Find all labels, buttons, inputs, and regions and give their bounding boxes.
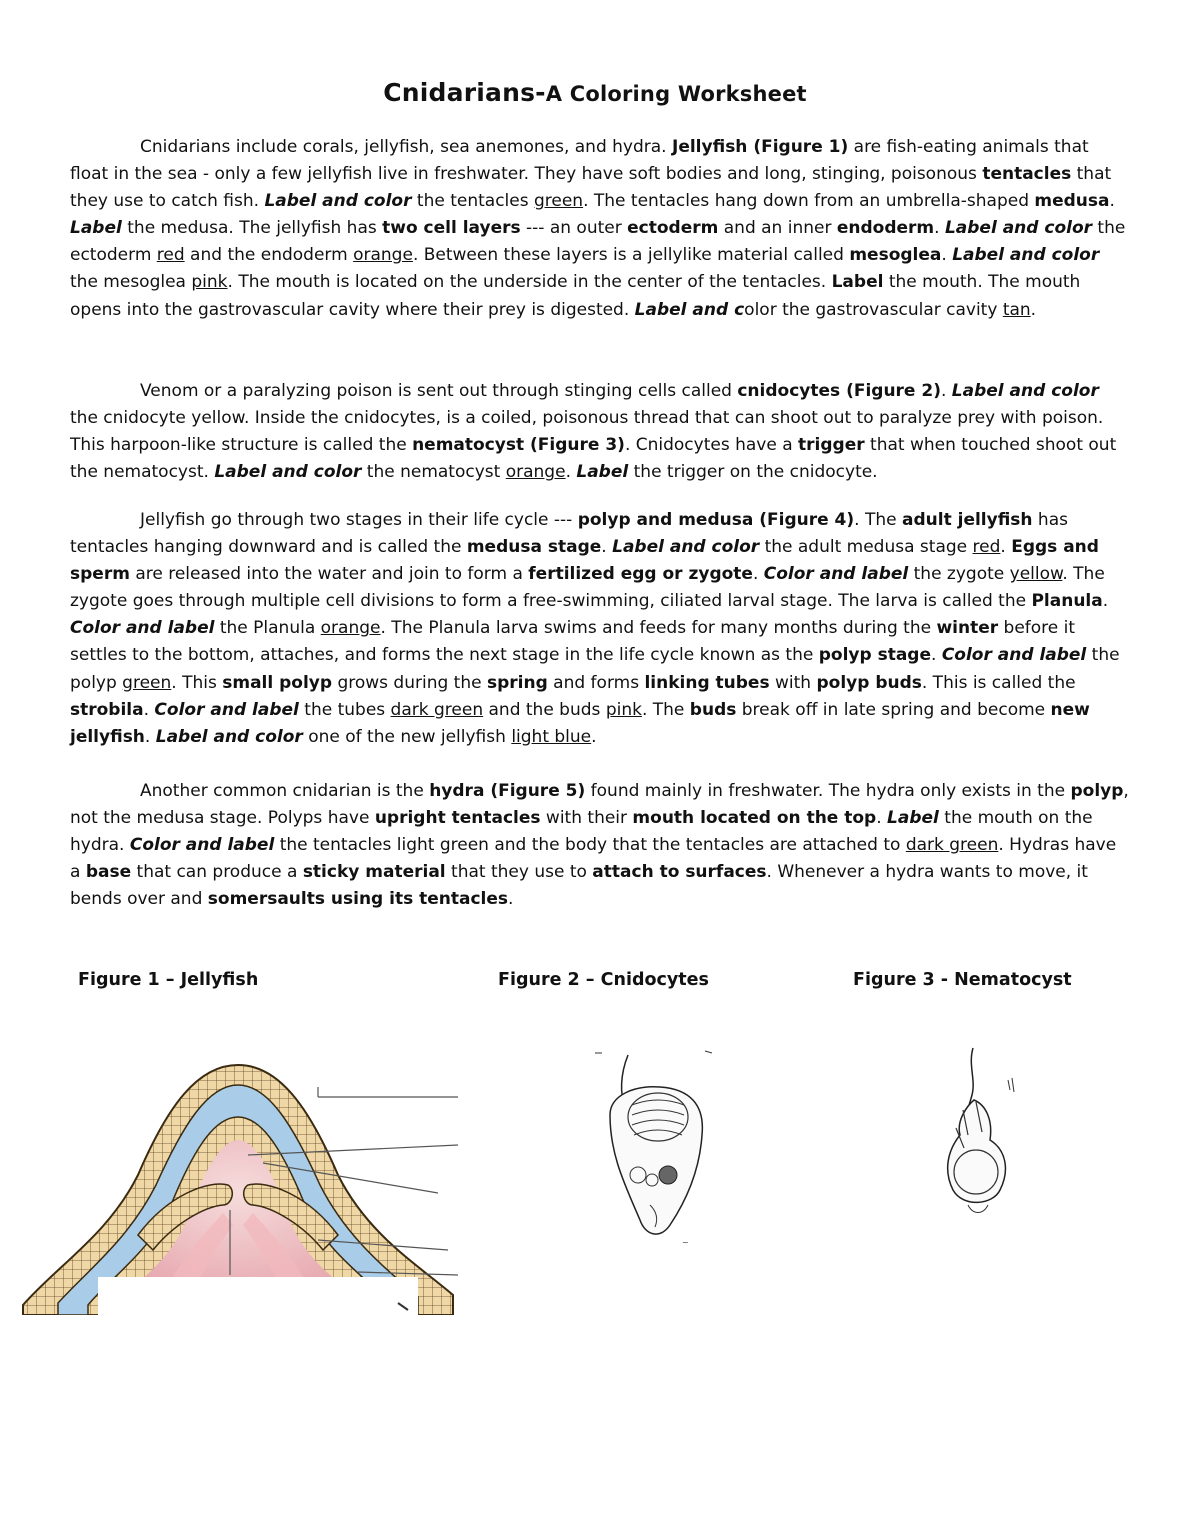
emphasized-text: Label and color [612,537,760,558]
paragraph-text: and an inner [718,218,837,239]
paragraph-text: Another common cnidarian is the [140,781,430,801]
paragraph-text: . [144,726,156,747]
paragraph-text: the nematocyst [361,462,506,483]
figure-1-caption: Figure 1 – Jellyfish [78,970,259,990]
paragraph-text: found mainly in freshwater. The hydra only exists in the [585,781,1071,801]
emphasized-text: attach to surfaces [592,862,767,883]
figure-2-caption: Figure 2 – Cnidocytes [498,970,709,990]
paragraph-text: the tentacles [411,191,534,212]
paragraph-text: that they use to [445,862,593,883]
emphasized-text: Label and c [634,299,745,320]
paragraph-text: , not the medusa stage. Polyps have [70,781,1129,829]
underlined-color-word: orange [320,618,381,639]
emphasized-text: Jellyfish (Figure 1) [672,137,849,157]
emphasized-text: tentacles [982,164,1072,185]
emphasized-text: cnidocytes (Figure 2) [737,381,941,401]
nematocyst-diagram [938,1040,1048,1240]
emphasized-text: polyp [1070,781,1124,801]
underlined-color-word: pink [191,272,228,293]
paragraph-text: . The tentacles hang down from an umbrella-shaped [583,191,1035,212]
paragraph-text: before it settles to the bottom, attaches, and forms the next stage in the life cycle known as the [70,618,1076,666]
paragraph-text: has tentacles hanging downward and is called the [70,510,1068,558]
emphasized-text: mouth located on the top [632,808,877,829]
underlined-color-word: dark green [905,835,999,856]
paragraph-text: . This is called the [921,672,1076,693]
emphasized-text: medusa [1034,191,1110,212]
emphasized-text: polyp and medusa (Figure 4) [577,510,855,530]
svg-text:~: ~ [682,1238,689,1247]
paragraph-cnidocytes [70,378,1130,486]
emphasized-text: Label [887,808,939,829]
paragraph-text: . The [854,510,902,530]
paragraph-text: olor the gastrovascular cavity [744,299,1003,320]
emphasized-text: Color and label [763,564,909,585]
underlined-color-word: red [156,245,185,266]
paragraph-text: . [565,462,577,483]
paragraph-text: and forms [547,672,645,693]
paragraph-life-cycle [70,507,1130,751]
paragraph-text: and the endoderm [184,245,354,266]
paragraph-text: . [508,889,514,910]
emphasized-text: Color and label [154,699,299,720]
emphasized-text: Eggs and sperm [70,537,1099,585]
paragraph-text: the adult medusa stage [759,537,973,558]
paragraph-text: . [940,381,952,401]
emphasized-text: sticky material [302,862,446,883]
emphasized-text: ectoderm [627,218,719,239]
paragraph-jellyfish [70,134,1130,324]
paragraph-text: that can produce a [131,862,303,883]
paragraph-text: . [876,808,888,829]
emphasized-text: Label and color [944,218,1093,239]
paragraph-text: . The zygote goes through multiple cell divisions to form a free-swimming, ciliated larval stage. The larva is called the [70,564,1105,612]
emphasized-text: Label [576,462,629,483]
emphasized-text: upright tentacles [374,808,541,829]
emphasized-text: Label and color [155,726,303,747]
cnidocyte-diagram [590,1045,730,1255]
emphasized-text: spring [486,672,548,693]
underlined-color-word: light blue [511,726,592,747]
title-main: Cnidarians- [383,78,546,107]
emphasized-text: polyp buds [816,672,922,693]
paragraph-text: . Cnidocytes have a [624,435,799,456]
paragraph-text: are released into the water and join to form a [129,564,529,585]
underlined-color-word: orange [353,245,413,266]
underlined-color-word: orange [505,462,566,483]
emphasized-text: Color and label [129,835,275,856]
paragraph-text: . [1000,537,1012,558]
paragraph-text: . [941,245,953,266]
paragraph-hydra [70,778,1130,913]
paragraph-text: and the buds [483,699,606,720]
paragraph-text: . [601,537,613,558]
paragraph-text: the medusa. The jellyfish has [121,218,383,239]
emphasized-text: Label and color [264,191,412,212]
paragraph-text: are fish-eating animals that float in the sea - only a few jellyfish live in freshwater. They have soft bodies and long, stinging, poisonous [70,137,1089,185]
paragraph-text: break off in late spring and become [736,699,1051,720]
emphasized-text: new jellyfish [70,699,1090,747]
paragraph-text: grows during the [332,672,487,693]
emphasized-text: Color and label [941,645,1087,666]
paragraph-text: . The [641,699,690,720]
paragraph-text: the tentacles light green and the body that the tentacles are attached to [274,835,906,856]
paragraph-text: . The Planula larva swims and feeds for many months during the [380,618,937,639]
emphasized-text: fertilized egg or zygote [528,564,753,585]
underlined-color-word: green [122,672,172,693]
paragraph-text: the mesoglea [70,272,192,293]
emphasized-text: nematocyst (Figure 3) [412,435,625,456]
paragraph-text: . Between these layers is a jellylike material called [412,245,850,266]
paragraph-text: that when touched shoot out the nematocyst. [70,435,1117,483]
paragraph-text: Cnidarians include corals, jellyfish, sea anemones, and hydra. [140,137,672,157]
emphasized-text: endoderm [836,218,935,239]
paragraph-text: with their [540,808,633,829]
paragraph-text: the mouth. The mouth opens into the gastrovascular cavity where their prey is digested. [70,272,1081,320]
emphasized-text: buds [689,699,737,720]
paragraph-text: the Planula [214,618,321,639]
emphasized-text: Label and color [952,245,1100,266]
emphasized-text: base [85,862,132,883]
paragraph-text: . Whenever a hydra wants to move, it bends over and [70,862,1088,910]
emphasized-text: strobila [70,699,144,720]
paragraph-text: . [752,564,764,585]
emphasized-text: adult jellyfish [902,510,1033,530]
emphasized-text: Label [70,218,122,239]
emphasized-text: small polyp [222,672,333,693]
emphasized-text: medusa stage [466,537,602,558]
emphasized-text: Label [831,272,884,293]
paragraph-text: . [1030,299,1037,320]
paragraph-text: . [931,645,942,666]
underlined-color-word: green [533,191,584,212]
paragraph-text: . Hydras have a [70,835,1117,883]
title-sub: A Coloring Worksheet [545,82,807,106]
emphasized-text: polyp stage [818,645,931,666]
paragraph-text: . This [171,672,223,693]
emphasized-text: trigger [798,435,865,456]
emphasized-text: mesoglea [849,245,942,266]
emphasized-text: Label and color [214,462,362,483]
paragraph-text: the mouth on the hydra. [70,808,1093,856]
paragraph-text: . [934,218,945,239]
page-title [0,78,1190,107]
paragraph-text: the ectoderm [70,218,1126,266]
underlined-color-word: dark green [390,699,484,720]
paragraph-text: Venom or a paralyzing poison is sent out through stinging cells called [140,381,738,401]
figure-3-caption: Figure 3 - Nematocyst [853,970,1072,990]
emphasized-text: winter [936,618,999,639]
paragraph-text: one of the new jellyfish [302,726,512,747]
paragraph-text: that they use to catch fish. [70,164,1112,212]
jellyfish-diagram [18,1035,458,1315]
emphasized-text: linking tubes [644,672,770,693]
paragraph-text: the polyp [70,645,1120,693]
underlined-color-word: tan [1002,299,1031,320]
paragraph-text: . [1102,591,1109,612]
paragraph-text: the tubes [298,699,391,720]
underlined-color-word: red [972,537,1001,558]
paragraph-text: the trigger on the cnidocyte. [628,462,878,483]
emphasized-text: two cell layers [382,218,521,239]
paragraph-text: the cnidocyte yellow. Inside the cnidocytes, is a coiled, poisonous thread that can shoot out to paralyze prey with poison. This harpoon-like structure is called the [70,408,1104,456]
underlined-color-word: pink [605,699,642,720]
emphasized-text: Planula [1031,591,1103,612]
emphasized-text: Label and color [951,381,1099,401]
paragraph-text: . [591,726,597,747]
emphasized-text: somersaults using its tentacles [207,889,509,910]
emphasized-text: hydra (Figure 5) [429,781,586,801]
paragraph-text: Jellyfish go through two stages in their life cycle --- [140,510,578,530]
paragraph-text: the zygote [908,564,1010,585]
paragraph-text: --- an outer [520,218,628,239]
paragraph-text: . [143,699,155,720]
paragraph-text: with [769,672,817,693]
paragraph-text: . [1109,191,1115,212]
underlined-color-word: yellow [1009,564,1063,585]
emphasized-text: Color and label [70,618,215,639]
paragraph-text: . The mouth is located on the underside in the center of the tentacles. [227,272,832,293]
